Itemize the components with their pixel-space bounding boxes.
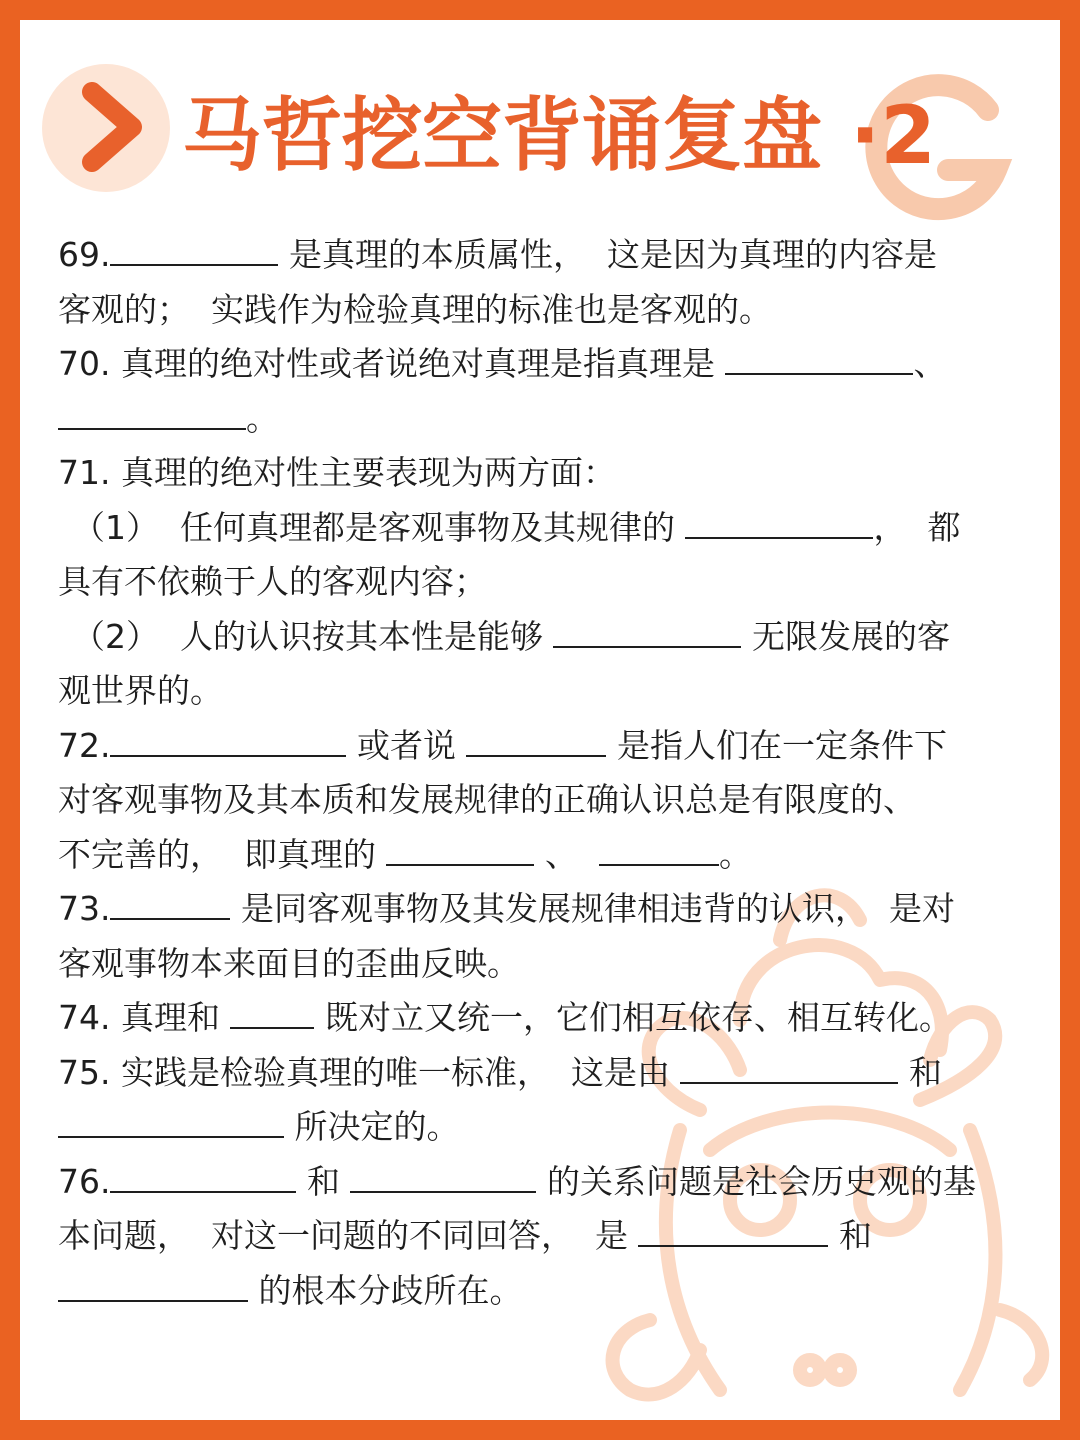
q71-item-2-cont: 无限发展的客	[741, 616, 950, 656]
question-74	[58, 991, 1048, 1046]
answer-blank[interactable]	[110, 725, 346, 757]
q72-text-cont: 是指人们在一定条件下	[606, 725, 947, 765]
answer-blank[interactable]	[386, 834, 534, 866]
answer-blank[interactable]	[110, 888, 230, 920]
question-70	[58, 337, 1048, 446]
q73-text-cont: 客观事物本来面目的歪曲反映。	[58, 943, 520, 983]
q69-number: 69.	[58, 235, 111, 274]
question-76	[58, 1155, 1048, 1319]
q74-text: 74. 真理和	[58, 998, 231, 1037]
q72-end: 。	[718, 834, 752, 874]
answer-blank[interactable]	[725, 343, 913, 375]
question-75	[58, 1046, 1048, 1155]
q73-number: 73.	[58, 889, 111, 928]
q76-number: 76.	[58, 1161, 111, 1201]
q74-text-cont: 既对立又统一，它们相互依存、相互转化。	[314, 998, 952, 1037]
answer-blank[interactable]	[58, 1270, 248, 1302]
q69-text-cont: 客观的； 实践作为检验真理的标准也是客观的。	[58, 289, 772, 329]
q70-text: 70. 真理的绝对性或者说绝对真理是指真理是	[58, 344, 726, 383]
answer-blank[interactable]	[110, 234, 278, 266]
q70-end: 。	[246, 398, 279, 438]
q76-and: 和	[296, 1161, 351, 1201]
q71-item-1-cont: ， 都	[873, 507, 961, 547]
q71-item-2: （2） 人的认识按其本性是能够	[72, 616, 554, 656]
q71-text: 71. 真理的绝对性主要表现为两方面：	[58, 453, 616, 492]
answer-blank[interactable]	[230, 997, 314, 1029]
answer-blank[interactable]	[58, 398, 246, 430]
question-72	[58, 719, 1048, 883]
answer-blank[interactable]	[638, 1215, 828, 1247]
worksheet-card	[20, 20, 1060, 1420]
q76-text: 的关系问题是社会历史观的基	[536, 1161, 976, 1201]
page-title: 马哲挖空背诵复盘 ·2	[182, 89, 936, 182]
answer-blank[interactable]	[58, 1106, 284, 1138]
answer-blank[interactable]	[685, 507, 873, 539]
q72-line-3: 不完善的， 即真理的	[58, 834, 387, 874]
q76-end: 的根本分歧所在。	[248, 1270, 523, 1310]
answer-blank[interactable]	[350, 1161, 536, 1193]
q75-and: 和	[898, 1052, 942, 1092]
q75-text: 75. 实践是检验真理的唯一标准， 这是由	[58, 1052, 681, 1092]
q72-text: 或者说	[346, 725, 467, 765]
q69-text: 是真理的本质属性， 这是因为真理的内容是	[278, 235, 937, 274]
question-71	[58, 446, 1048, 719]
q72-line-2: 对客观事物及其本质和发展规律的正确认识总是有限度的、	[58, 780, 916, 819]
chevron-right-icon	[70, 82, 160, 172]
question-list	[58, 228, 1048, 1318]
answer-blank[interactable]	[110, 1161, 296, 1193]
q72-sep: 、	[534, 834, 599, 874]
q71-item-1: （1） 任何真理都是客观事物及其规律的	[72, 507, 686, 547]
q70-sep: 、	[913, 344, 947, 383]
q76-line-2: 本问题， 对这一问题的不同回答， 是	[58, 1216, 639, 1255]
q75-end: 所决定的。	[284, 1107, 460, 1146]
q73-text: 是同客观事物及其发展规律相违背的认识， 是对	[230, 889, 955, 928]
question-73	[58, 882, 1048, 991]
q76-and-2: 和	[828, 1216, 872, 1255]
answer-blank[interactable]	[680, 1052, 898, 1084]
q71-item-1-end: 具有不依赖于人的客观内容；	[58, 562, 487, 601]
q72-number: 72.	[58, 725, 111, 765]
answer-blank[interactable]	[466, 725, 606, 757]
question-69	[58, 228, 1048, 337]
answer-blank[interactable]	[553, 616, 741, 648]
q71-item-2-end: 观世界的。	[58, 671, 223, 710]
answer-blank[interactable]	[599, 834, 719, 866]
